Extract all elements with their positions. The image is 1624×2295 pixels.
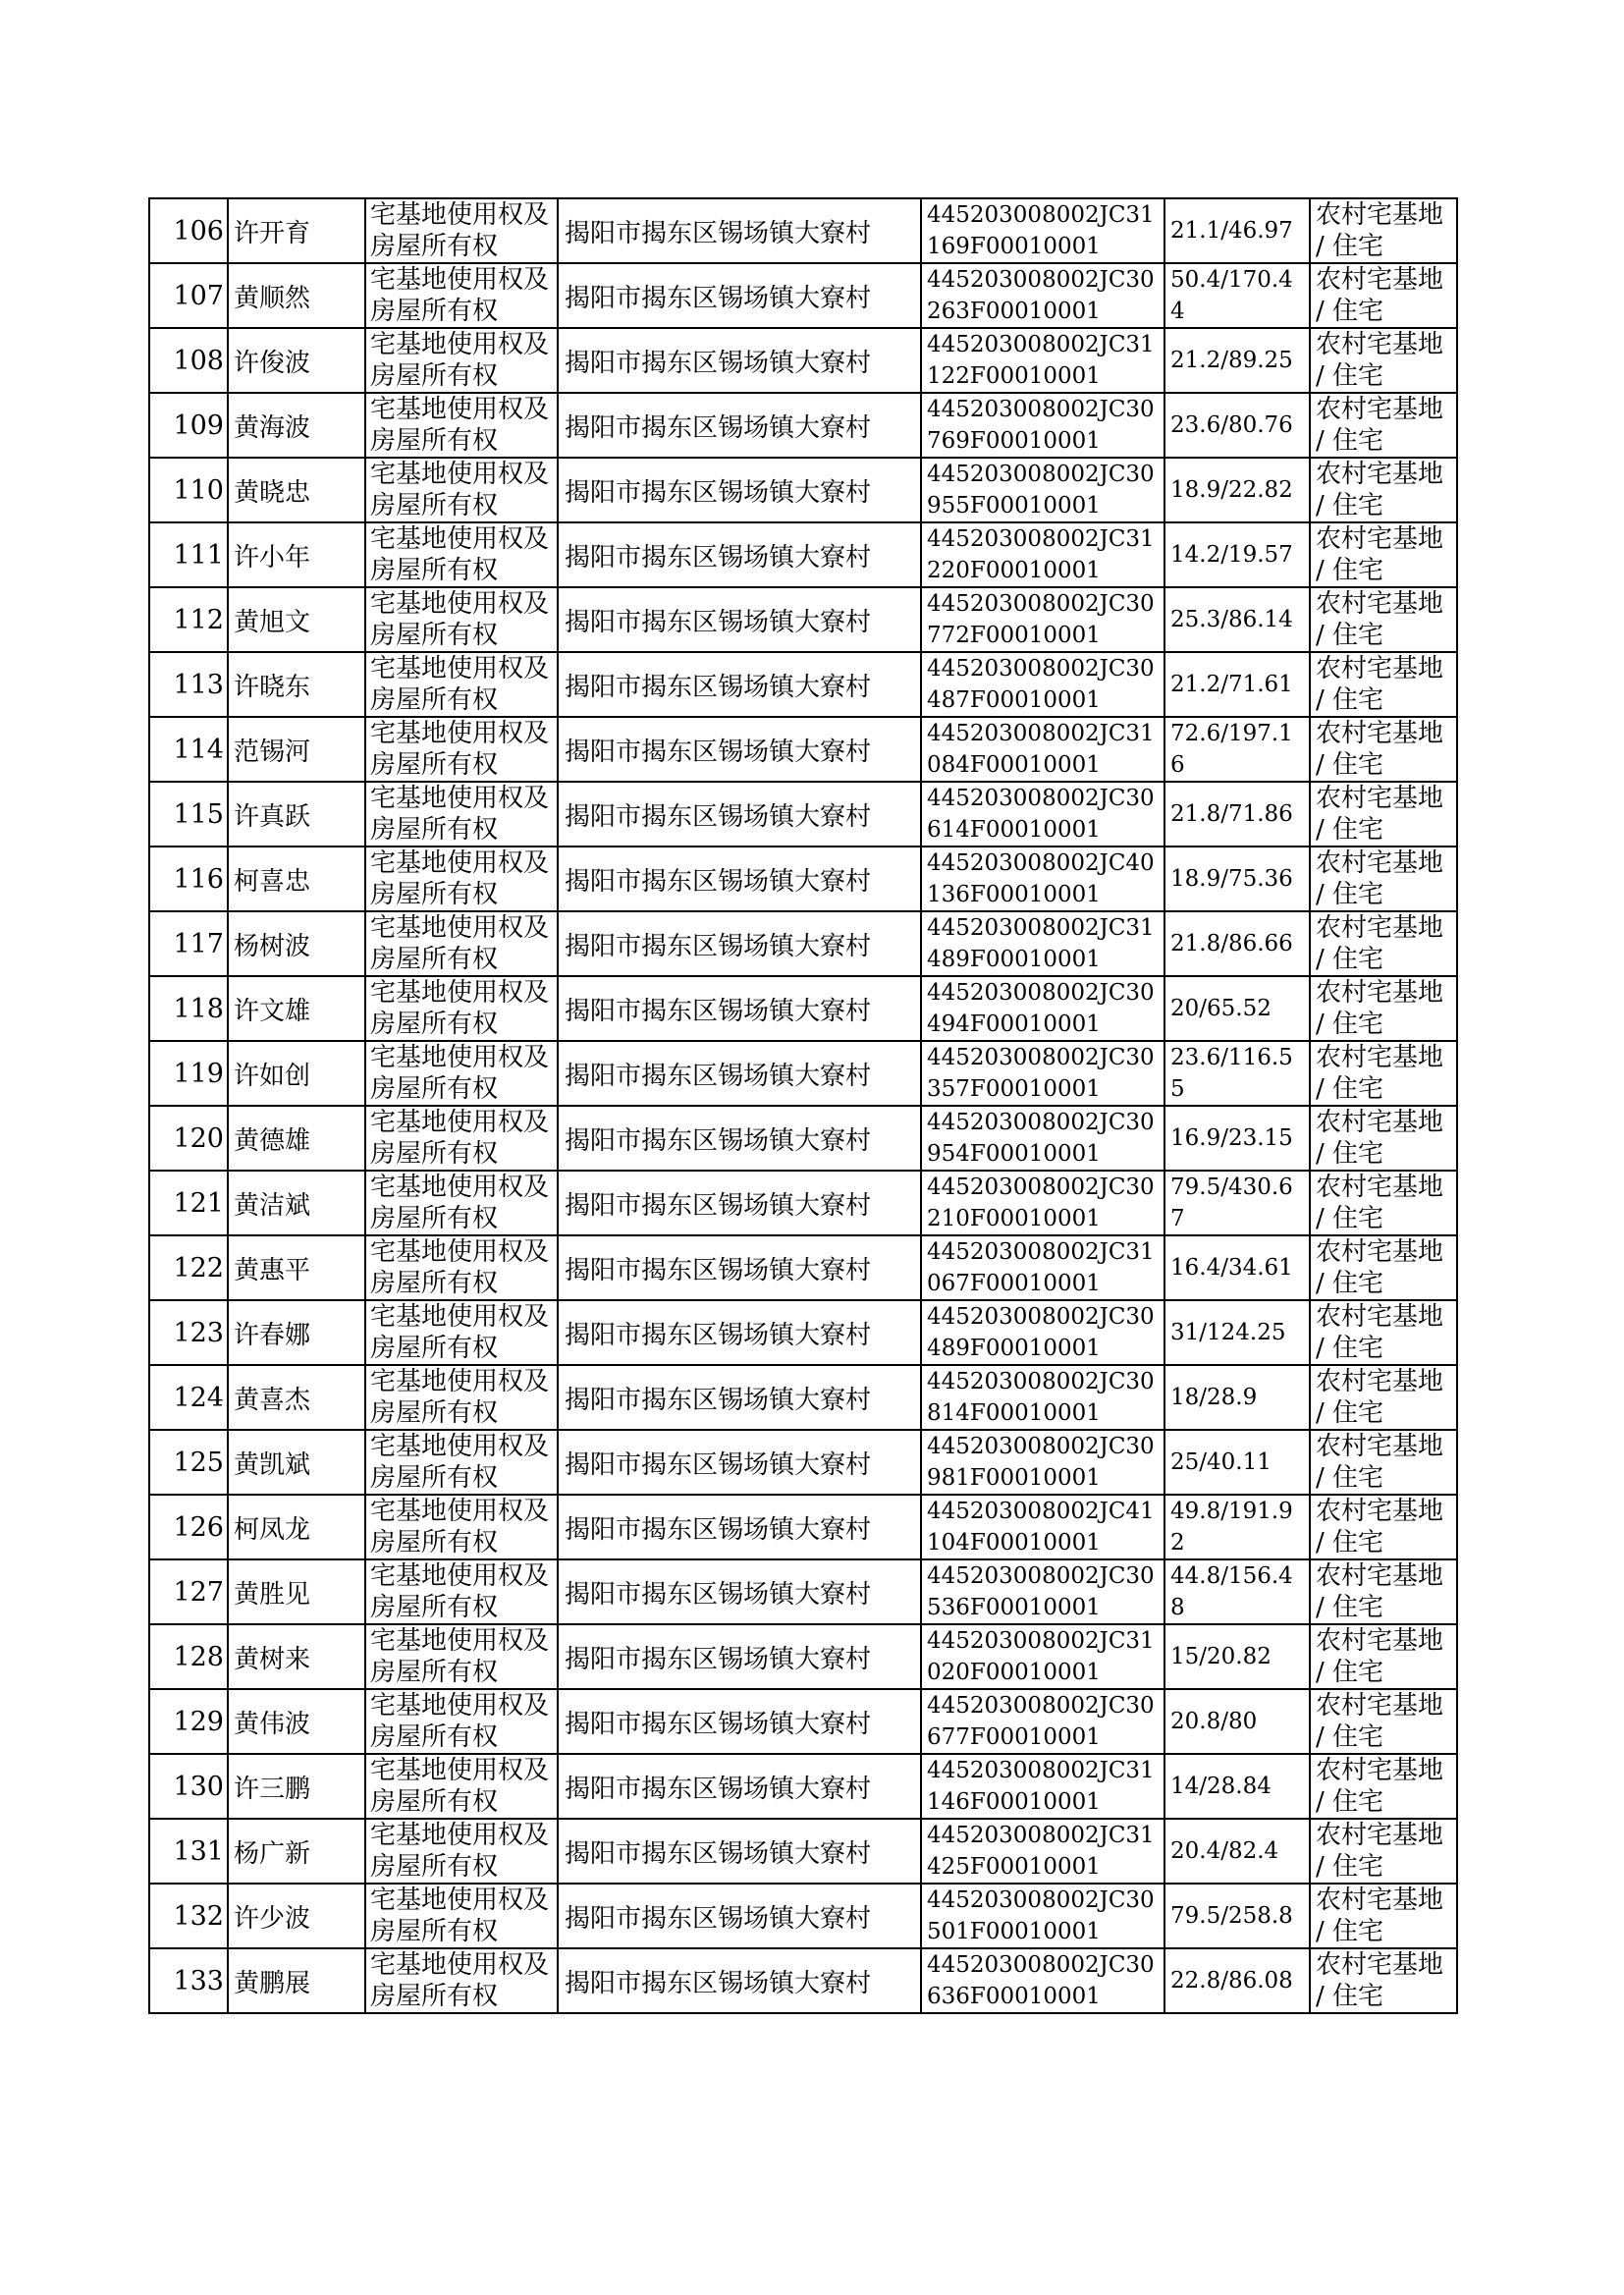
owner-name-cell: 黄海波 bbox=[228, 393, 365, 458]
row-number-cell: 117 bbox=[149, 911, 228, 976]
unit-code-cell: 445203008002JC30487F00010001 bbox=[921, 652, 1164, 717]
table-row bbox=[149, 1365, 1457, 1430]
location-cell: 揭阳市揭东区锡场镇大寮村 bbox=[558, 263, 921, 328]
unit-code-cell: 445203008002JC30954F00010001 bbox=[921, 1106, 1164, 1171]
row-number-cell: 121 bbox=[149, 1171, 228, 1235]
land-use-cell: 农村宅基地 / 住宅 bbox=[1310, 198, 1457, 263]
unit-code-cell: 445203008002JC30614F00010001 bbox=[921, 782, 1164, 847]
right-type-cell: 宅基地使用权及房屋所有权 bbox=[365, 1171, 558, 1235]
row-number-cell: 128 bbox=[149, 1624, 228, 1689]
land-use-cell: 农村宅基地 / 住宅 bbox=[1310, 847, 1457, 911]
table-row bbox=[149, 1559, 1457, 1624]
unit-code-cell: 445203008002JC31122F00010001 bbox=[921, 328, 1164, 393]
table-row bbox=[149, 1430, 1457, 1495]
area-value-cell: 22.8/86.08 bbox=[1164, 1948, 1310, 2013]
row-number-cell: 114 bbox=[149, 717, 228, 782]
owner-name-cell: 杨树波 bbox=[228, 911, 365, 976]
row-number-cell: 127 bbox=[149, 1559, 228, 1624]
land-use-cell: 农村宅基地 / 住宅 bbox=[1310, 1559, 1457, 1624]
location-cell: 揭阳市揭东区锡场镇大寮村 bbox=[558, 587, 921, 652]
area-value-cell: 72.6/197.16 bbox=[1164, 717, 1310, 782]
location-cell: 揭阳市揭东区锡场镇大寮村 bbox=[558, 911, 921, 976]
table-row bbox=[149, 782, 1457, 847]
land-use-cell: 农村宅基地 / 住宅 bbox=[1310, 522, 1457, 587]
right-type-cell: 宅基地使用权及房屋所有权 bbox=[365, 1754, 558, 1819]
land-use-cell: 农村宅基地 / 住宅 bbox=[1310, 652, 1457, 717]
location-cell: 揭阳市揭东区锡场镇大寮村 bbox=[558, 328, 921, 393]
right-type-cell: 宅基地使用权及房屋所有权 bbox=[365, 1495, 558, 1559]
owner-name-cell: 许晓东 bbox=[228, 652, 365, 717]
land-use-cell: 农村宅基地 / 住宅 bbox=[1310, 1235, 1457, 1300]
area-value-cell: 25.3/86.14 bbox=[1164, 587, 1310, 652]
unit-code-cell: 445203008002JC30955F00010001 bbox=[921, 458, 1164, 522]
owner-name-cell: 范锡河 bbox=[228, 717, 365, 782]
area-value-cell: 18.9/75.36 bbox=[1164, 847, 1310, 911]
row-number-cell: 110 bbox=[149, 458, 228, 522]
right-type-cell: 宅基地使用权及房屋所有权 bbox=[365, 198, 558, 263]
land-use-cell: 农村宅基地 / 住宅 bbox=[1310, 1430, 1457, 1495]
owner-name-cell: 许春娜 bbox=[228, 1300, 365, 1365]
location-cell: 揭阳市揭东区锡场镇大寮村 bbox=[558, 1235, 921, 1300]
land-use-cell: 农村宅基地 / 住宅 bbox=[1310, 1754, 1457, 1819]
right-type-cell: 宅基地使用权及房屋所有权 bbox=[365, 1430, 558, 1495]
table-row bbox=[149, 1171, 1457, 1235]
row-number-cell: 120 bbox=[149, 1106, 228, 1171]
land-use-cell: 农村宅基地 / 住宅 bbox=[1310, 717, 1457, 782]
row-number-cell: 133 bbox=[149, 1948, 228, 2013]
area-value-cell: 25/40.11 bbox=[1164, 1430, 1310, 1495]
table-row bbox=[149, 393, 1457, 458]
owner-name-cell: 许如创 bbox=[228, 1041, 365, 1106]
unit-code-cell: 445203008002JC31020F00010001 bbox=[921, 1624, 1164, 1689]
unit-code-cell: 445203008002JC30494F00010001 bbox=[921, 976, 1164, 1041]
unit-code-cell: 445203008002JC30636F00010001 bbox=[921, 1948, 1164, 2013]
table-row bbox=[149, 263, 1457, 328]
table-row bbox=[149, 717, 1457, 782]
row-number-cell: 112 bbox=[149, 587, 228, 652]
right-type-cell: 宅基地使用权及房屋所有权 bbox=[365, 1624, 558, 1689]
land-use-cell: 农村宅基地 / 住宅 bbox=[1310, 1819, 1457, 1884]
location-cell: 揭阳市揭东区锡场镇大寮村 bbox=[558, 522, 921, 587]
right-type-cell: 宅基地使用权及房屋所有权 bbox=[365, 1884, 558, 1948]
area-value-cell: 16.4/34.61 bbox=[1164, 1235, 1310, 1300]
owner-name-cell: 黄晓忠 bbox=[228, 458, 365, 522]
row-number-cell: 107 bbox=[149, 263, 228, 328]
area-value-cell: 16.9/23.15 bbox=[1164, 1106, 1310, 1171]
owner-name-cell: 许真跃 bbox=[228, 782, 365, 847]
row-number-cell: 130 bbox=[149, 1754, 228, 1819]
owner-name-cell: 许小年 bbox=[228, 522, 365, 587]
table-row bbox=[149, 911, 1457, 976]
table-body bbox=[149, 198, 1457, 2013]
owner-name-cell: 黄鹏展 bbox=[228, 1948, 365, 2013]
property-rights-table bbox=[148, 197, 1458, 2014]
table-row bbox=[149, 1041, 1457, 1106]
unit-code-cell: 445203008002JC31169F00010001 bbox=[921, 198, 1164, 263]
row-number-cell: 111 bbox=[149, 522, 228, 587]
right-type-cell: 宅基地使用权及房屋所有权 bbox=[365, 1300, 558, 1365]
row-number-cell: 129 bbox=[149, 1689, 228, 1754]
land-use-cell: 农村宅基地 / 住宅 bbox=[1310, 1495, 1457, 1559]
location-cell: 揭阳市揭东区锡场镇大寮村 bbox=[558, 1106, 921, 1171]
unit-code-cell: 445203008002JC40136F00010001 bbox=[921, 847, 1164, 911]
area-value-cell: 21.2/71.61 bbox=[1164, 652, 1310, 717]
right-type-cell: 宅基地使用权及房屋所有权 bbox=[365, 1235, 558, 1300]
area-value-cell: 31/124.25 bbox=[1164, 1300, 1310, 1365]
row-number-cell: 106 bbox=[149, 198, 228, 263]
right-type-cell: 宅基地使用权及房屋所有权 bbox=[365, 847, 558, 911]
area-value-cell: 18/28.9 bbox=[1164, 1365, 1310, 1430]
location-cell: 揭阳市揭东区锡场镇大寮村 bbox=[558, 393, 921, 458]
area-value-cell: 44.8/156.48 bbox=[1164, 1559, 1310, 1624]
area-value-cell: 21.8/86.66 bbox=[1164, 911, 1310, 976]
table-row bbox=[149, 587, 1457, 652]
area-value-cell: 21.8/71.86 bbox=[1164, 782, 1310, 847]
owner-name-cell: 黄树来 bbox=[228, 1624, 365, 1689]
location-cell: 揭阳市揭东区锡场镇大寮村 bbox=[558, 976, 921, 1041]
table-row bbox=[149, 1884, 1457, 1948]
unit-code-cell: 445203008002JC30357F00010001 bbox=[921, 1041, 1164, 1106]
location-cell: 揭阳市揭东区锡场镇大寮村 bbox=[558, 1624, 921, 1689]
row-number-cell: 109 bbox=[149, 393, 228, 458]
area-value-cell: 15/20.82 bbox=[1164, 1624, 1310, 1689]
unit-code-cell: 445203008002JC30814F00010001 bbox=[921, 1365, 1164, 1430]
table-row bbox=[149, 198, 1457, 263]
table-row bbox=[149, 1624, 1457, 1689]
area-value-cell: 20.4/82.4 bbox=[1164, 1819, 1310, 1884]
unit-code-cell: 445203008002JC30536F00010001 bbox=[921, 1559, 1164, 1624]
right-type-cell: 宅基地使用权及房屋所有权 bbox=[365, 1041, 558, 1106]
row-number-cell: 131 bbox=[149, 1819, 228, 1884]
row-number-cell: 126 bbox=[149, 1495, 228, 1559]
area-value-cell: 14/28.84 bbox=[1164, 1754, 1310, 1819]
area-value-cell: 49.8/191.92 bbox=[1164, 1495, 1310, 1559]
right-type-cell: 宅基地使用权及房屋所有权 bbox=[365, 1106, 558, 1171]
table-row bbox=[149, 1689, 1457, 1754]
owner-name-cell: 许俊波 bbox=[228, 328, 365, 393]
area-value-cell: 14.2/19.57 bbox=[1164, 522, 1310, 587]
owner-name-cell: 柯喜忠 bbox=[228, 847, 365, 911]
area-value-cell: 23.6/116.55 bbox=[1164, 1041, 1310, 1106]
location-cell: 揭阳市揭东区锡场镇大寮村 bbox=[558, 1819, 921, 1884]
land-use-cell: 农村宅基地 / 住宅 bbox=[1310, 911, 1457, 976]
location-cell: 揭阳市揭东区锡场镇大寮村 bbox=[558, 782, 921, 847]
owner-name-cell: 黄德雄 bbox=[228, 1106, 365, 1171]
owner-name-cell: 黄惠平 bbox=[228, 1235, 365, 1300]
area-value-cell: 79.5/258.8 bbox=[1164, 1884, 1310, 1948]
right-type-cell: 宅基地使用权及房屋所有权 bbox=[365, 717, 558, 782]
owner-name-cell: 黄伟波 bbox=[228, 1689, 365, 1754]
land-use-cell: 农村宅基地 / 住宅 bbox=[1310, 1624, 1457, 1689]
unit-code-cell: 445203008002JC31084F00010001 bbox=[921, 717, 1164, 782]
location-cell: 揭阳市揭东区锡场镇大寮村 bbox=[558, 1559, 921, 1624]
unit-code-cell: 445203008002JC30210F00010001 bbox=[921, 1171, 1164, 1235]
land-use-cell: 农村宅基地 / 住宅 bbox=[1310, 976, 1457, 1041]
row-number-cell: 115 bbox=[149, 782, 228, 847]
location-cell: 揭阳市揭东区锡场镇大寮村 bbox=[558, 652, 921, 717]
land-use-cell: 农村宅基地 / 住宅 bbox=[1310, 458, 1457, 522]
row-number-cell: 113 bbox=[149, 652, 228, 717]
area-value-cell: 79.5/430.67 bbox=[1164, 1171, 1310, 1235]
unit-code-cell: 445203008002JC30501F00010001 bbox=[921, 1884, 1164, 1948]
land-use-cell: 农村宅基地 / 住宅 bbox=[1310, 328, 1457, 393]
row-number-cell: 122 bbox=[149, 1235, 228, 1300]
right-type-cell: 宅基地使用权及房屋所有权 bbox=[365, 522, 558, 587]
owner-name-cell: 许三鹏 bbox=[228, 1754, 365, 1819]
right-type-cell: 宅基地使用权及房屋所有权 bbox=[365, 911, 558, 976]
land-use-cell: 农村宅基地 / 住宅 bbox=[1310, 1300, 1457, 1365]
owner-name-cell: 许文雄 bbox=[228, 976, 365, 1041]
right-type-cell: 宅基地使用权及房屋所有权 bbox=[365, 263, 558, 328]
location-cell: 揭阳市揭东区锡场镇大寮村 bbox=[558, 1300, 921, 1365]
right-type-cell: 宅基地使用权及房屋所有权 bbox=[365, 976, 558, 1041]
area-value-cell: 23.6/80.76 bbox=[1164, 393, 1310, 458]
unit-code-cell: 445203008002JC31220F00010001 bbox=[921, 522, 1164, 587]
owner-name-cell: 杨广新 bbox=[228, 1819, 365, 1884]
area-value-cell: 21.1/46.97 bbox=[1164, 198, 1310, 263]
unit-code-cell: 445203008002JC30263F00010001 bbox=[921, 263, 1164, 328]
location-cell: 揭阳市揭东区锡场镇大寮村 bbox=[558, 717, 921, 782]
land-use-cell: 农村宅基地 / 住宅 bbox=[1310, 1041, 1457, 1106]
unit-code-cell: 445203008002JC41104F00010001 bbox=[921, 1495, 1164, 1559]
owner-name-cell: 柯凤龙 bbox=[228, 1495, 365, 1559]
land-use-cell: 农村宅基地 / 住宅 bbox=[1310, 1365, 1457, 1430]
table-row bbox=[149, 1235, 1457, 1300]
area-value-cell: 20.8/80 bbox=[1164, 1689, 1310, 1754]
right-type-cell: 宅基地使用权及房屋所有权 bbox=[365, 1948, 558, 2013]
location-cell: 揭阳市揭东区锡场镇大寮村 bbox=[558, 847, 921, 911]
right-type-cell: 宅基地使用权及房屋所有权 bbox=[365, 1819, 558, 1884]
unit-code-cell: 445203008002JC30981F00010001 bbox=[921, 1430, 1164, 1495]
table-row bbox=[149, 522, 1457, 587]
table-row bbox=[149, 1754, 1457, 1819]
row-number-cell: 132 bbox=[149, 1884, 228, 1948]
location-cell: 揭阳市揭东区锡场镇大寮村 bbox=[558, 1365, 921, 1430]
unit-code-cell: 445203008002JC31067F00010001 bbox=[921, 1235, 1164, 1300]
right-type-cell: 宅基地使用权及房屋所有权 bbox=[365, 393, 558, 458]
location-cell: 揭阳市揭东区锡场镇大寮村 bbox=[558, 198, 921, 263]
unit-code-cell: 445203008002JC31425F00010001 bbox=[921, 1819, 1164, 1884]
row-number-cell: 119 bbox=[149, 1041, 228, 1106]
row-number-cell: 108 bbox=[149, 328, 228, 393]
table-row bbox=[149, 1300, 1457, 1365]
row-number-cell: 123 bbox=[149, 1300, 228, 1365]
land-use-cell: 农村宅基地 / 住宅 bbox=[1310, 1884, 1457, 1948]
table-row bbox=[149, 1495, 1457, 1559]
right-type-cell: 宅基地使用权及房屋所有权 bbox=[365, 587, 558, 652]
right-type-cell: 宅基地使用权及房屋所有权 bbox=[365, 458, 558, 522]
land-use-cell: 农村宅基地 / 住宅 bbox=[1310, 1689, 1457, 1754]
right-type-cell: 宅基地使用权及房屋所有权 bbox=[365, 652, 558, 717]
area-value-cell: 21.2/89.25 bbox=[1164, 328, 1310, 393]
unit-code-cell: 445203008002JC31489F00010001 bbox=[921, 911, 1164, 976]
area-value-cell: 20/65.52 bbox=[1164, 976, 1310, 1041]
owner-name-cell: 黄洁斌 bbox=[228, 1171, 365, 1235]
table-row bbox=[149, 1106, 1457, 1171]
table-row bbox=[149, 976, 1457, 1041]
unit-code-cell: 445203008002JC30489F00010001 bbox=[921, 1300, 1164, 1365]
area-value-cell: 18.9/22.82 bbox=[1164, 458, 1310, 522]
owner-name-cell: 黄顺然 bbox=[228, 263, 365, 328]
table-row bbox=[149, 328, 1457, 393]
unit-code-cell: 445203008002JC30772F00010001 bbox=[921, 587, 1164, 652]
land-use-cell: 农村宅基地 / 住宅 bbox=[1310, 263, 1457, 328]
area-value-cell: 50.4/170.44 bbox=[1164, 263, 1310, 328]
owner-name-cell: 许少波 bbox=[228, 1884, 365, 1948]
unit-code-cell: 445203008002JC30769F00010001 bbox=[921, 393, 1164, 458]
right-type-cell: 宅基地使用权及房屋所有权 bbox=[365, 1689, 558, 1754]
owner-name-cell: 黄凯斌 bbox=[228, 1430, 365, 1495]
owner-name-cell: 黄胜见 bbox=[228, 1559, 365, 1624]
location-cell: 揭阳市揭东区锡场镇大寮村 bbox=[558, 1430, 921, 1495]
land-use-cell: 农村宅基地 / 住宅 bbox=[1310, 587, 1457, 652]
table-row bbox=[149, 458, 1457, 522]
location-cell: 揭阳市揭东区锡场镇大寮村 bbox=[558, 1041, 921, 1106]
table-row bbox=[149, 1819, 1457, 1884]
row-number-cell: 116 bbox=[149, 847, 228, 911]
location-cell: 揭阳市揭东区锡场镇大寮村 bbox=[558, 1495, 921, 1559]
location-cell: 揭阳市揭东区锡场镇大寮村 bbox=[558, 1171, 921, 1235]
row-number-cell: 118 bbox=[149, 976, 228, 1041]
land-use-cell: 农村宅基地 / 住宅 bbox=[1310, 1171, 1457, 1235]
right-type-cell: 宅基地使用权及房屋所有权 bbox=[365, 328, 558, 393]
table-row bbox=[149, 652, 1457, 717]
land-use-cell: 农村宅基地 / 住宅 bbox=[1310, 782, 1457, 847]
right-type-cell: 宅基地使用权及房屋所有权 bbox=[365, 1559, 558, 1624]
land-use-cell: 农村宅基地 / 住宅 bbox=[1310, 1106, 1457, 1171]
unit-code-cell: 445203008002JC31146F00010001 bbox=[921, 1754, 1164, 1819]
table-row bbox=[149, 1948, 1457, 2013]
owner-name-cell: 黄旭文 bbox=[228, 587, 365, 652]
right-type-cell: 宅基地使用权及房屋所有权 bbox=[365, 782, 558, 847]
row-number-cell: 124 bbox=[149, 1365, 228, 1430]
unit-code-cell: 445203008002JC30677F00010001 bbox=[921, 1689, 1164, 1754]
location-cell: 揭阳市揭东区锡场镇大寮村 bbox=[558, 1948, 921, 2013]
location-cell: 揭阳市揭东区锡场镇大寮村 bbox=[558, 1689, 921, 1754]
land-use-cell: 农村宅基地 / 住宅 bbox=[1310, 393, 1457, 458]
owner-name-cell: 黄喜杰 bbox=[228, 1365, 365, 1430]
land-use-cell: 农村宅基地 / 住宅 bbox=[1310, 1948, 1457, 2013]
right-type-cell: 宅基地使用权及房屋所有权 bbox=[365, 1365, 558, 1430]
row-number-cell: 125 bbox=[149, 1430, 228, 1495]
location-cell: 揭阳市揭东区锡场镇大寮村 bbox=[558, 1754, 921, 1819]
location-cell: 揭阳市揭东区锡场镇大寮村 bbox=[558, 1884, 921, 1948]
table-row bbox=[149, 847, 1457, 911]
owner-name-cell: 许开育 bbox=[228, 198, 365, 263]
location-cell: 揭阳市揭东区锡场镇大寮村 bbox=[558, 458, 921, 522]
